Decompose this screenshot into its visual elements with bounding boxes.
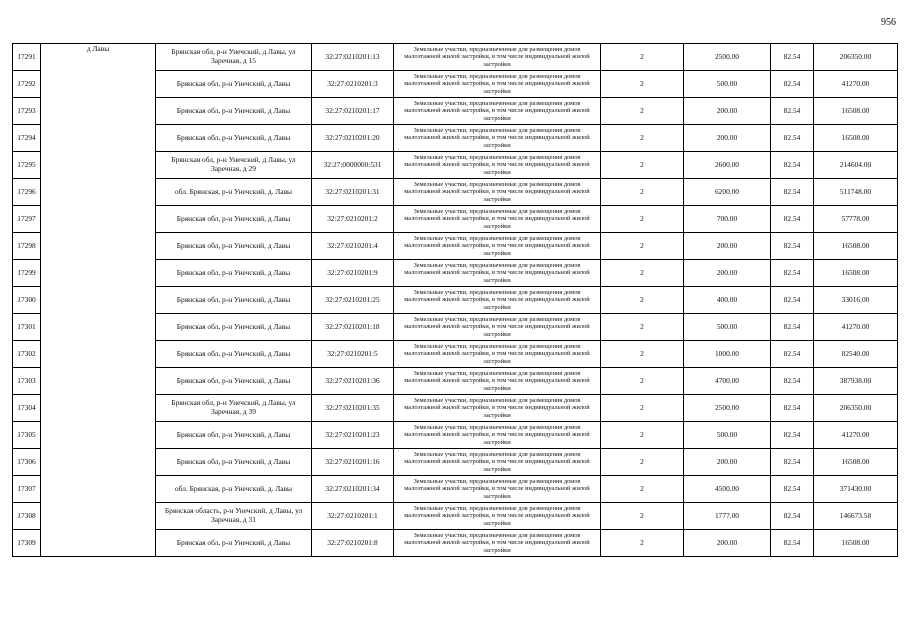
address-cell: Брянская обл, р-н Унечский, д Лавы, ул Заречная, д 29	[156, 152, 312, 179]
cadastral-value-cell: 41270.00	[814, 422, 898, 449]
land-use-cell: Земельные участки, предназначенные для размещения домов малоэтажной жилой застройки, в том числе индивидуальной жилой застройки	[394, 233, 601, 260]
land-use-cell: Земельные участки, предназначенные для размещения домов малоэтажной жилой застройки, в том числе индивидуальной жилой застройки	[394, 476, 601, 503]
cadastral-number-cell: 32:27:0210201:4	[312, 233, 394, 260]
row-number-cell: 17304	[13, 395, 41, 422]
cadastral-number-cell: 32:27:0210201:18	[312, 314, 394, 341]
area-cell: 200.00	[684, 125, 771, 152]
cadastral-number-cell: 32:27:0210201:8	[312, 530, 394, 557]
area-cell: 2500.00	[684, 44, 771, 71]
row-number-cell: 17301	[13, 314, 41, 341]
group-cell: 2	[601, 449, 684, 476]
cadastral-value-cell: 387938.00	[814, 368, 898, 395]
cadastral-value-cell: 82540.00	[814, 341, 898, 368]
cadastral-number-cell: 32:27:0210201:13	[312, 44, 394, 71]
land-use-cell: Земельные участки, предназначенные для размещения домов малоэтажной жилой застройки, в том числе индивидуальной жилой застройки	[394, 287, 601, 314]
specific-value-cell: 82.54	[771, 233, 814, 260]
land-use-cell: Земельные участки, предназначенные для размещения домов малоэтажной жилой застройки, в том числе индивидуальной жилой застройки	[394, 152, 601, 179]
group-cell: 2	[601, 206, 684, 233]
group-cell: 2	[601, 152, 684, 179]
cadastral-value-cell: 41270.00	[814, 314, 898, 341]
row-number-cell: 17308	[13, 503, 41, 530]
specific-value-cell: 82.54	[771, 422, 814, 449]
address-cell: Брянская обл, р-н Унечский, д Лавы	[156, 125, 312, 152]
land-use-cell: Земельные участки, предназначенные для размещения домов малоэтажной жилой застройки, в том числе индивидуальной жилой застройки	[394, 179, 601, 206]
cadastral-value-cell: 511748.00	[814, 179, 898, 206]
group-cell: 2	[601, 260, 684, 287]
group-cell: 2	[601, 503, 684, 530]
specific-value-cell: 82.54	[771, 44, 814, 71]
row-number-cell: 17291	[13, 44, 41, 71]
cadastral-number-cell: 32:27:0210201:20	[312, 125, 394, 152]
group-cell: 2	[601, 368, 684, 395]
row-number-cell: 17306	[13, 449, 41, 476]
land-use-cell: Земельные участки, предназначенные для размещения домов малоэтажной жилой застройки, в том числе индивидуальной жилой застройки	[394, 503, 601, 530]
specific-value-cell: 82.54	[771, 98, 814, 125]
cadastral-number-cell: 32:27:0210201:25	[312, 287, 394, 314]
address-cell: Брянская обл, р-н Унечский, д Лавы	[156, 314, 312, 341]
cadastral-number-cell: 32:27:0210201:35	[312, 395, 394, 422]
group-cell: 2	[601, 179, 684, 206]
group-cell: 2	[601, 71, 684, 98]
specific-value-cell: 82.54	[771, 449, 814, 476]
area-cell: 1777.00	[684, 503, 771, 530]
specific-value-cell: 82.54	[771, 260, 814, 287]
address-cell: Брянская обл, р-н Унечский, д Лавы	[156, 422, 312, 449]
address-cell: обл. Брянская, р-н Унечский, д. Лавы	[156, 476, 312, 503]
cadastral-number-cell: 32:27:0210201:1	[312, 503, 394, 530]
page-number: 956	[881, 17, 896, 28]
group-cell: 2	[601, 422, 684, 449]
land-use-cell: Земельные участки, предназначенные для размещения домов малоэтажной жилой застройки, в том числе индивидуальной жилой застройки	[394, 44, 601, 71]
cadastral-number-cell: 32:27:0210201:23	[312, 422, 394, 449]
address-cell: Брянская обл, р-н Унечский, д Лавы	[156, 233, 312, 260]
cadastral-number-cell: 32:27:0210201:5	[312, 341, 394, 368]
specific-value-cell: 82.54	[771, 152, 814, 179]
land-use-cell: Земельные участки, предназначенные для размещения домов малоэтажной жилой застройки, в том числе индивидуальной жилой застройки	[394, 530, 601, 557]
cadastral-value-cell: 16508.00	[814, 530, 898, 557]
cadastral-value-cell: 206350.00	[814, 395, 898, 422]
row-number-cell: 17298	[13, 233, 41, 260]
row-number-cell: 17296	[13, 179, 41, 206]
specific-value-cell: 82.54	[771, 179, 814, 206]
address-cell: Брянская обл, р-н Унечский, д Лавы	[156, 260, 312, 287]
specific-value-cell: 82.54	[771, 314, 814, 341]
area-cell: 4500.00	[684, 476, 771, 503]
cadastral-value-cell: 214604.00	[814, 152, 898, 179]
land-use-cell: Земельные участки, предназначенные для размещения домов малоэтажной жилой застройки, в том числе индивидуальной жилой застройки	[394, 206, 601, 233]
area-cell: 200.00	[684, 260, 771, 287]
land-use-cell: Земельные участки, предназначенные для размещения домов малоэтажной жилой застройки, в том числе индивидуальной жилой застройки	[394, 314, 601, 341]
row-number-cell: 17309	[13, 530, 41, 557]
group-cell: 2	[601, 125, 684, 152]
specific-value-cell: 82.54	[771, 287, 814, 314]
area-cell: 2500.00	[684, 395, 771, 422]
land-use-cell: Земельные участки, предназначенные для размещения домов малоэтажной жилой застройки, в том числе индивидуальной жилой застройки	[394, 449, 601, 476]
row-number-cell: 17297	[13, 206, 41, 233]
row-number-cell: 17307	[13, 476, 41, 503]
cadastral-number-cell: 32:27:0210201:36	[312, 368, 394, 395]
row-number-cell: 17299	[13, 260, 41, 287]
land-use-cell: Земельные участки, предназначенные для размещения домов малоэтажной жилой застройки, в том числе индивидуальной жилой застройки	[394, 341, 601, 368]
group-cell: 2	[601, 476, 684, 503]
cadastral-number-cell: 32:27:0210201:31	[312, 179, 394, 206]
area-cell: 200.00	[684, 233, 771, 260]
cadastral-number-cell: 32:27:0000000:531	[312, 152, 394, 179]
row-number-cell: 17300	[13, 287, 41, 314]
specific-value-cell: 82.54	[771, 368, 814, 395]
cadastral-number-cell: 32:27:0210201:34	[312, 476, 394, 503]
address-cell: Брянская обл, р-н Унечский, д Лавы, ул Заречная, д 15	[156, 44, 312, 71]
cadastral-number-cell: 32:27:0210201:16	[312, 449, 394, 476]
land-use-cell: Земельные участки, предназначенные для размещения домов малоэтажной жилой застройки, в том числе индивидуальной жилой застройки	[394, 395, 601, 422]
cadastral-number-cell: 32:27:0210201:2	[312, 206, 394, 233]
row-number-cell: 17303	[13, 368, 41, 395]
cadastral-value-cell: 371430.00	[814, 476, 898, 503]
row-number-cell: 17305	[13, 422, 41, 449]
address-cell: Брянская область, р-н Унечский, д Лавы, ул Заречная, д 31	[156, 503, 312, 530]
group-cell: 2	[601, 44, 684, 71]
address-cell: Брянская обл, р-н Унечский, д Лавы	[156, 287, 312, 314]
specific-value-cell: 82.54	[771, 341, 814, 368]
specific-value-cell: 82.54	[771, 503, 814, 530]
area-cell: 500.00	[684, 71, 771, 98]
table-row	[13, 44, 898, 71]
cadastral-value-cell: 33016.00	[814, 287, 898, 314]
specific-value-cell: 82.54	[771, 476, 814, 503]
address-cell: Брянская обл, р-н Унечский, д Лавы	[156, 530, 312, 557]
address-cell: Брянская обл, р-н Унечский, д Лавы	[156, 71, 312, 98]
area-cell: 200.00	[684, 449, 771, 476]
cadastral-value-cell: 206350.00	[814, 44, 898, 71]
row-number-cell: 17292	[13, 71, 41, 98]
group-cell: 2	[601, 287, 684, 314]
address-cell: Брянская обл, р-н Унечский, д Лавы	[156, 98, 312, 125]
area-cell: 1000.00	[684, 341, 771, 368]
row-number-cell: 17294	[13, 125, 41, 152]
area-cell: 400.00	[684, 287, 771, 314]
row-number-cell: 17295	[13, 152, 41, 179]
cadastral-value-cell: 41270.00	[814, 71, 898, 98]
cadastral-value-cell: 16508.00	[814, 260, 898, 287]
land-use-cell: Земельные участки, предназначенные для размещения домов малоэтажной жилой застройки, в том числе индивидуальной жилой застройки	[394, 98, 601, 125]
land-use-cell: Земельные участки, предназначенные для размещения домов малоэтажной жилой застройки, в том числе индивидуальной жилой застройки	[394, 368, 601, 395]
land-use-cell: Земельные участки, предназначенные для размещения домов малоэтажной жилой застройки, в том числе индивидуальной жилой застройки	[394, 422, 601, 449]
area-cell: 2600.00	[684, 152, 771, 179]
group-cell: 2	[601, 314, 684, 341]
cadastral-value-cell: 16508.00	[814, 233, 898, 260]
specific-value-cell: 82.54	[771, 206, 814, 233]
group-cell: 2	[601, 341, 684, 368]
area-cell: 500.00	[684, 422, 771, 449]
address-cell: Брянская обл, р-н Унечский, д Лавы, ул Заречная, д 39	[156, 395, 312, 422]
area-cell: 200.00	[684, 530, 771, 557]
row-number-cell: 17293	[13, 98, 41, 125]
land-use-cell: Земельные участки, предназначенные для размещения домов малоэтажной жилой застройки, в том числе индивидуальной жилой застройки	[394, 260, 601, 287]
group-cell: 2	[601, 530, 684, 557]
cadastral-number-cell: 32:27:0210201:9	[312, 260, 394, 287]
cadastral-value-cell: 16508.00	[814, 125, 898, 152]
area-cell: 700.00	[684, 206, 771, 233]
cadastral-number-cell: 32:27:0210201:3	[312, 71, 394, 98]
cadastral-value-table	[12, 43, 898, 557]
cadastral-value-cell: 16508.00	[814, 98, 898, 125]
specific-value-cell: 82.54	[771, 395, 814, 422]
cadastral-value-cell: 16508.00	[814, 449, 898, 476]
table-body	[13, 44, 898, 557]
group-cell: 2	[601, 98, 684, 125]
area-cell: 4700.00	[684, 368, 771, 395]
land-use-cell: Земельные участки, предназначенные для размещения домов малоэтажной жилой застройки, в том числе индивидуальной жилой застройки	[394, 125, 601, 152]
address-cell: Брянская обл, р-н Унечский, д Лавы	[156, 449, 312, 476]
cadastral-number-cell: 32:27:0210201:17	[312, 98, 394, 125]
area-cell: 200.00	[684, 98, 771, 125]
address-cell: обл. Брянская, р-н Унечский, д. Лавы	[156, 179, 312, 206]
specific-value-cell: 82.54	[771, 71, 814, 98]
land-use-cell: Земельные участки, предназначенные для размещения домов малоэтажной жилой застройки, в том числе индивидуальной жилой застройки	[394, 71, 601, 98]
area-cell: 6200.00	[684, 179, 771, 206]
area-cell: 500.00	[684, 314, 771, 341]
group-cell: 2	[601, 395, 684, 422]
cadastral-value-cell: 146673.58	[814, 503, 898, 530]
address-cell: Брянская обл, р-н Унечский, д Лавы	[156, 206, 312, 233]
row-number-cell: 17302	[13, 341, 41, 368]
address-cell: Брянская обл, р-н Унечский, д Лавы	[156, 341, 312, 368]
cadastral-value-cell: 57778.00	[814, 206, 898, 233]
locality-cell: д Лавы	[41, 44, 156, 557]
group-cell: 2	[601, 233, 684, 260]
specific-value-cell: 82.54	[771, 530, 814, 557]
address-cell: Брянская обл, р-н Унечский, д Лавы	[156, 368, 312, 395]
specific-value-cell: 82.54	[771, 125, 814, 152]
